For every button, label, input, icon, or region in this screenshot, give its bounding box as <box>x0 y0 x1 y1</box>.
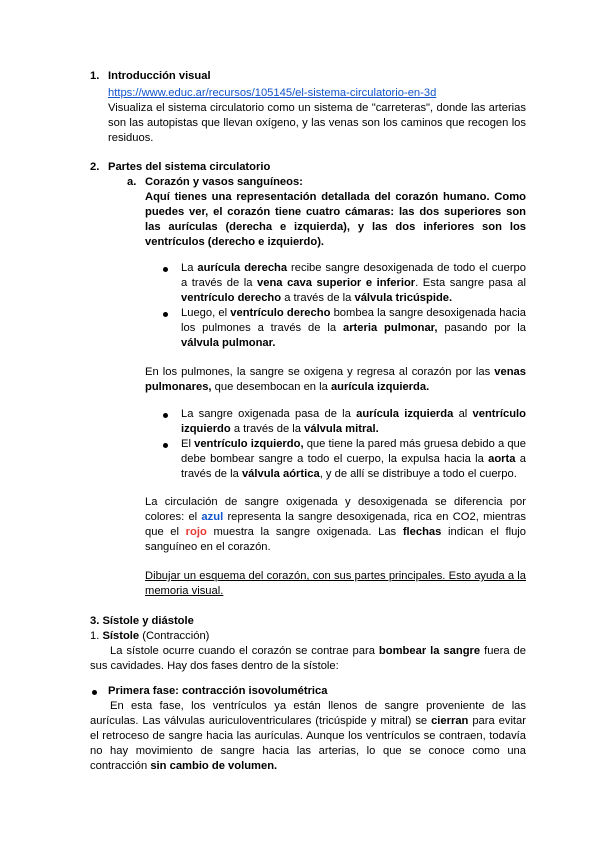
bullet-icon <box>163 312 168 317</box>
bullet-icon <box>92 690 97 695</box>
draw-heart-note: Dibujar un esquema del corazón, con sus partes principales. Esto ayuda a la memoria visual. <box>145 570 526 597</box>
subsection-a-letter: a. <box>127 176 137 188</box>
section-2-number: 2. <box>90 161 100 173</box>
subsection-a-title: Corazón y vasos sanguíneos: <box>145 176 303 188</box>
systole-paragraph: La sístole ocurre cuando el corazón se contrae para bombear la sangre fuera de sus cavidades. Hay dos fases dentro de la sístole: <box>90 645 526 672</box>
systole-subheading: 1. Sístole (Contracción) <box>90 630 210 642</box>
bullet-right-ventricle: Luego, el ventrículo derecho bombea la sangre desoxigenada hacia los pulmones a través de la arteria pulmonar, pasando por la válvula pulmonar. <box>181 307 526 349</box>
bullet-icon <box>163 267 168 272</box>
first-phase-title: Primera fase: contracción isovolumétrica <box>108 685 328 697</box>
section-3-title: 3. Sístole y diástole <box>90 615 194 627</box>
bullet-left-atrium: La sangre oxigenada pasa de la aurícula izquierda al ventrículo izquierdo a través de la válvula mitral. <box>181 408 526 435</box>
section-2-title: Partes del sistema circulatorio <box>108 161 271 173</box>
bullet-right-atrium: La aurícula derecha recibe sangre desoxigenada de todo el cuerpo a través de la vena cava superior e inferior. Esta sangre pasa al ventrículo derecho a través de la válvula tricúspide. <box>181 262 526 304</box>
first-phase-paragraph: En esta fase, los ventrículos ya están llenos de sangre proveniente de las aurículas. Las válvulas auriculoventriculares (tricúspide y mitral) se cierran para evitar el retroceso de sangre hacia las aurículas. Aunque los ventrículos se contraen, todavía no hay movimiento de sangre hacia las arterias, lo que se conoce como una contracción sin cambio de volumen. <box>90 700 526 772</box>
lungs-paragraph: En los pulmones, la sangre se oxigena y regresa al corazón por las venas pulmonares, que desembocan en la aurícula izquierda. <box>145 366 526 393</box>
heart-intro-paragraph: Aquí tienes una representación detallada del corazón humano. Como puedes ver, el corazón tiene cuatro cámaras: las dos superiores son las aurículas (derecha e izquierda), y las dos inferiores son los ventrículos (derecho e izquierdo). <box>145 191 526 248</box>
section-1-title: Introducción visual <box>108 70 211 82</box>
section-1-number: 1. <box>90 70 100 82</box>
bullet-icon <box>163 443 168 448</box>
colors-paragraph: La circulación de sangre oxigenada y desoxigenada se diferencia por colores: el azul representa la sangre desoxigenada, rica en CO2, mientras que el rojo muestra la sangre oxigenada. Las flechas indican el flujo sanguíneo en el corazón. <box>145 496 526 553</box>
bullet-icon <box>163 413 168 418</box>
educ-ar-link[interactable] <box>108 86 436 101</box>
section-1-text: Visualiza el sistema circulatorio como un sistema de "carreteras", donde las arterias son las autopistas que llevan oxígeno, y las venas son los caminos que recogen los residuos. <box>108 102 526 144</box>
bullet-left-ventricle: El ventrículo izquierdo, que tiene la pared más gruesa debido a que debe bombear sangre a todo el cuerpo, la expulsa hacia la aorta a través de la válvula aórtica, y de allí se distribuye a todo el cuerpo. <box>181 438 527 480</box>
educ-ar-link-text[interactable]: https://www.educ.ar/recursos/105145/el-sistema-circulatorio-en-3d <box>108 87 437 99</box>
